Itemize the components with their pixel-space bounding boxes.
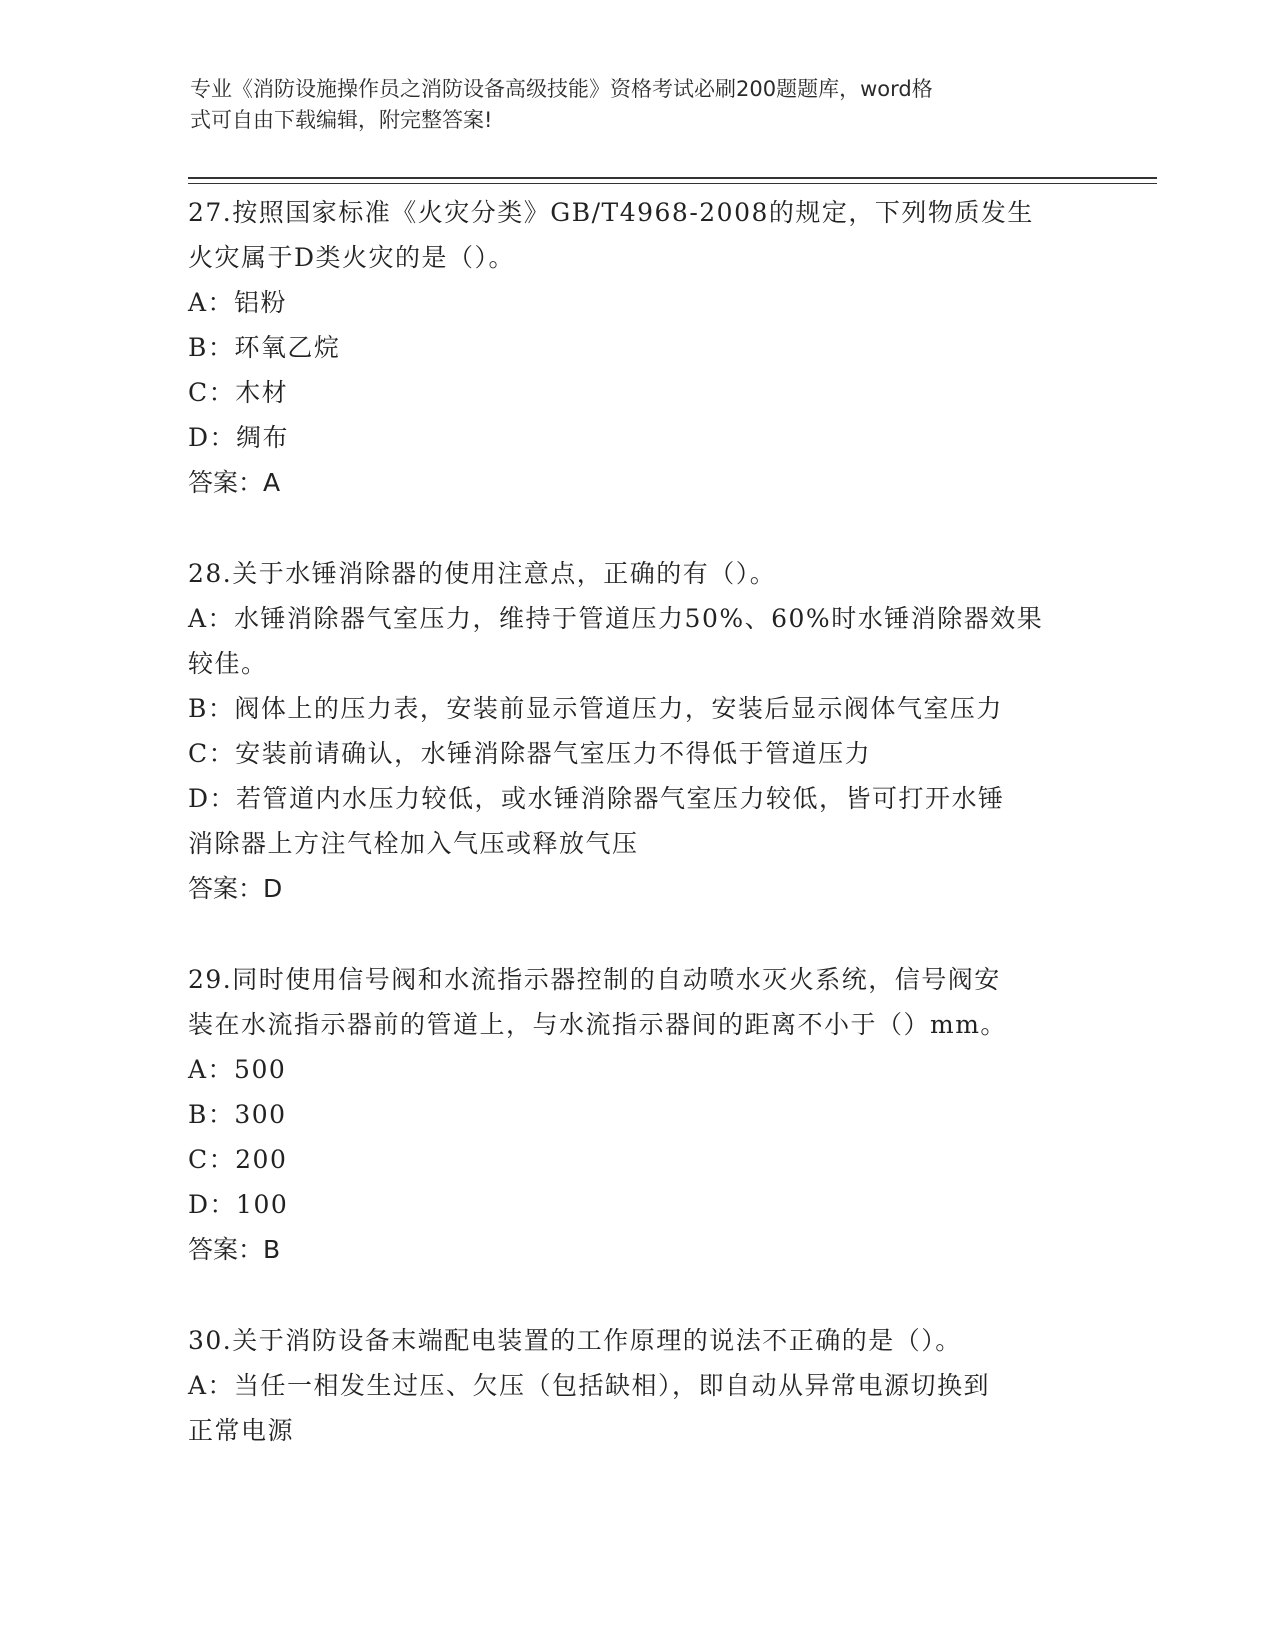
header-divider-thin (188, 183, 1157, 184)
question-list (188, 190, 1093, 1499)
option-d: D：若管道内水压力较低，或水锤消除器气室压力较低，皆可打开水锤 (188, 784, 1005, 813)
option-b: B：环氧乙烷 (188, 333, 341, 362)
document-header (190, 74, 1090, 136)
question-30 (188, 1318, 1093, 1453)
option-c: C：安装前请确认，水锤消除器气室压力不得低于管道压力 (188, 739, 872, 768)
answer: 答案：D (188, 874, 283, 903)
question-stem-line: 27.按照国家标准《火灾分类》GB/T4968-2008的规定，下列物质发生 (188, 198, 1034, 227)
option-a-continued: 正常电源 (188, 1416, 295, 1445)
option-b: B：300 (188, 1100, 287, 1129)
header-line-1: 专业《消防设施操作员之消防设备高级技能》资格考试必刷200题题库，word格 (190, 77, 933, 101)
option-a: A：500 (188, 1055, 287, 1084)
option-a: A：水锤消除器气室压力，维持于管道压力50%、60%时水锤消除器效果 (188, 604, 1044, 633)
question-29 (188, 957, 1093, 1272)
option-a: A：当任一相发生过压、欠压（包括缺相），即自动从异常电源切换到 (188, 1371, 991, 1400)
answer: 答案：A (188, 468, 281, 497)
question-stem-line: 30.关于消防设备末端配电装置的工作原理的说法不正确的是（）。 (188, 1326, 962, 1355)
option-d: D：100 (188, 1190, 289, 1219)
question-stem-line: 28.关于水锤消除器的使用注意点，正确的有（）。 (188, 559, 777, 588)
option-c: C：木材 (188, 378, 289, 407)
option-a-continued: 较佳。 (188, 649, 268, 678)
option-a: A：铝粉 (188, 288, 288, 317)
option-b: B：阀体上的压力表，安装前显示管道压力，安装后显示阀体气室压力 (188, 694, 1003, 723)
question-28 (188, 551, 1093, 911)
question-27 (188, 190, 1093, 505)
header-line-2: 式可自由下载编辑，附完整答案! (190, 108, 493, 132)
option-c: C：200 (188, 1145, 288, 1174)
question-stem-line: 29.同时使用信号阀和水流指示器控制的自动喷水灭火系统，信号阀安 (188, 965, 1001, 994)
question-stem-line: 装在水流指示器前的管道上，与水流指示器间的距离不小于（）mm。 (188, 1010, 1007, 1039)
option-d: D：绸布 (188, 423, 290, 452)
answer: 答案：B (188, 1235, 281, 1264)
option-d-continued: 消除器上方注气栓加入气压或释放气压 (188, 829, 639, 858)
header-divider-thick (188, 177, 1157, 179)
question-stem-line: 火灾属于D类火灾的是（）。 (188, 243, 516, 272)
